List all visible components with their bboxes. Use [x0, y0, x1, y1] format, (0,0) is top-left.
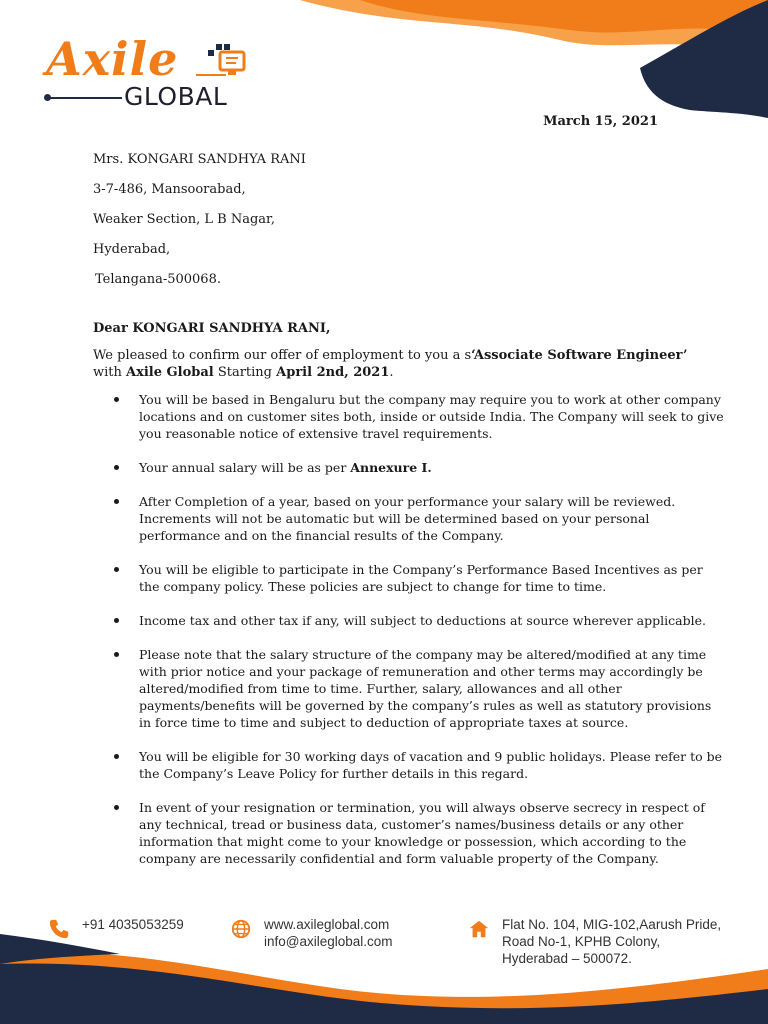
list-item — [110, 493, 724, 544]
recipient-address — [93, 152, 306, 302]
address-line: Mrs. KONGARI SANDHYA RANI — [93, 152, 306, 167]
address-line: Road No-1, KPHB Colony, — [502, 934, 661, 949]
bullet-icon — [114, 618, 119, 623]
intro-text: with — [93, 365, 127, 380]
address-line: Hyderabad – 500072. — [502, 951, 632, 966]
salutation: Dear KONGARI SANDHYA RANI, — [93, 321, 331, 336]
salary-reference: Annexure I. — [350, 460, 432, 475]
list-item-text: After Completion of a year, based on your performance your salary will be reviewed. Increments will not be automatic but will be determined based on your personal performance and on the financial results of the Company. — [139, 494, 676, 543]
email-link[interactable]: info@axileglobal.com — [264, 934, 393, 949]
list-item-text: You will be eligible to participate in the Company’s Performance Based Incentives as per the company policy. These policies are subject to change for time to time. — [139, 562, 703, 594]
list-item — [110, 799, 724, 867]
monitor-chip-icon — [196, 42, 246, 82]
bullet-icon — [114, 567, 119, 572]
website-link[interactable]: www.axileglobal.com — [264, 917, 390, 932]
company-logo — [44, 32, 254, 114]
start-date: April 2nd, 2021 — [276, 365, 390, 380]
bullet-icon — [114, 805, 119, 810]
list-item — [110, 612, 724, 629]
intro-text: We pleased to confirm our offer of employment to you a s — [93, 348, 472, 363]
list-item-text: Please note that the salary structure of the company may be altered/modified at any time with prior notice and your package of remuneration and other terms may accordingly be altered/modified from time to time. Further, salary, allowances and all other payments/benefits will be governed by the company’s rules as well as statutory provisions in force time to time and subject to deduction of appropriate taxes at source. — [139, 647, 712, 730]
address-line: Flat No. 104, MIG-102,Aarush Pride, — [502, 917, 722, 932]
intro-paragraph — [93, 347, 693, 381]
address-line: 3-7-486, Mansoorabad, — [93, 182, 246, 197]
list-item — [110, 561, 724, 595]
terms-list — [110, 391, 724, 884]
bullet-icon — [114, 465, 119, 470]
phone-number[interactable]: +91 4035053259 — [82, 917, 184, 932]
footer-wave-decoration — [0, 934, 768, 1024]
list-item — [110, 748, 724, 782]
list-item-text: Your annual salary will be as per — [139, 460, 351, 475]
list-item — [110, 646, 724, 731]
letter-date: March 15, 2021 — [543, 114, 658, 129]
bullet-icon — [114, 652, 119, 657]
address-line: Weaker Section, L B Nagar, — [93, 212, 275, 227]
job-title: ‘Associate Software Engineer’ — [471, 348, 688, 363]
address-line: Hyderabad, — [93, 242, 171, 257]
intro-text: . — [389, 365, 394, 380]
intro-text: Starting — [213, 365, 277, 380]
company-name: Axile Global — [126, 365, 214, 380]
list-item-text: In event of your resignation or termination, you will always observe secrecy in respect of any technical, tread or business data, customer’s names/business details or any other information that might come to your knowledge or possession, which according to the company are necessarily confidential and form valuable property of the Company. — [139, 800, 705, 866]
list-item-text: Income tax and other tax if any, will subject to deductions at source wherever applicable. — [139, 613, 706, 628]
list-item — [110, 459, 724, 476]
logo-circuit-line — [46, 97, 122, 99]
logo-wordmark: Axile — [46, 32, 179, 86]
address-line: Telangana-500068. — [95, 272, 221, 287]
list-item — [110, 391, 724, 442]
bullet-icon — [114, 754, 119, 759]
bullet-icon — [114, 397, 119, 402]
logo-subtitle: GLOBAL — [124, 82, 228, 111]
list-item-text: You will be based in Bengaluru but the company may require you to work at other company locations and on customer sites both, inside or outside India. The Company will seek to give you reasonable notice of extensive travel requirements. — [139, 392, 724, 441]
bullet-icon — [114, 499, 119, 504]
list-item-text: You will be eligible for 30 working days of vacation and 9 public holidays. Please refer to be the Company’s Leave Policy for further details in this regard. — [139, 749, 723, 781]
